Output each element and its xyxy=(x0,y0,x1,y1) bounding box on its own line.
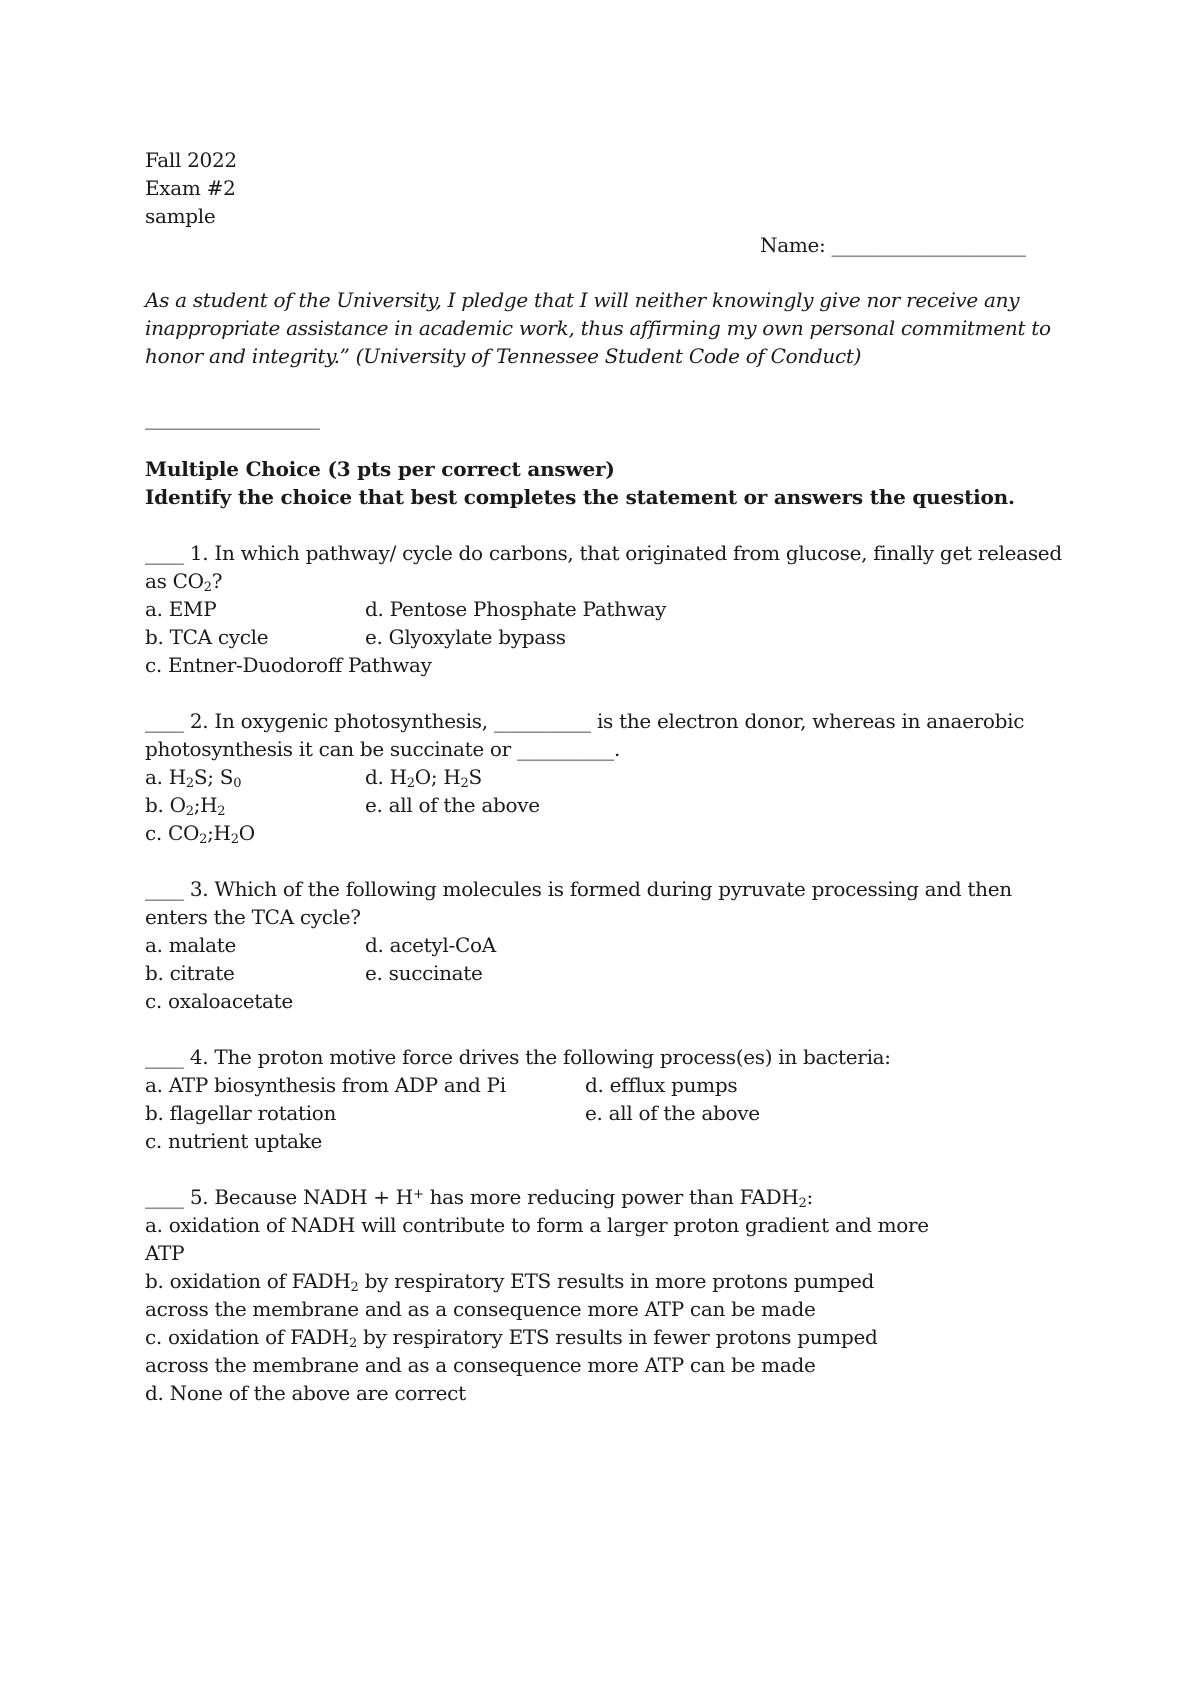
question-5-stem: ____ 5. Because NADH + H+ has more reducing power than $FADH_2$: xyxy=(145,1185,813,1211)
q5-option-b-line-2: across the membrane and as a consequence more ATP can be made xyxy=(145,1297,816,1321)
name-label: Name: xyxy=(760,233,826,257)
q5-option-d: d. None of the above are correct xyxy=(145,1381,466,1405)
q3-option-b: b. citrate xyxy=(145,961,235,985)
exam-label: sample xyxy=(145,204,216,228)
answer-blank-5[interactable]: ____ xyxy=(145,1185,184,1209)
answer-blank-2[interactable]: ____ xyxy=(145,709,184,733)
q2-option-b: b. $O_2;H_2$ xyxy=(145,793,226,819)
q1-option-e: e. Glyoxylate bypass xyxy=(365,625,566,649)
question-1-stem-cont: as $CO_2$? xyxy=(145,569,223,595)
name-blank: ____________________ xyxy=(831,233,1026,257)
q4-option-b: b. flagellar rotation xyxy=(145,1101,337,1125)
question-2-stem-cont: photosynthesis it can be succinate or __________. xyxy=(145,737,621,761)
q2-fill-blank-1: __________ xyxy=(493,709,591,733)
question-4-stem: ____ 4. The proton motive force drives the following process(es) in bacteria: xyxy=(145,1045,891,1069)
q3-option-c: c. oxaloacetate xyxy=(145,989,293,1013)
question-3-stem-cont: enters the TCA cycle? xyxy=(145,905,361,929)
signature-blank[interactable]: __________________ xyxy=(145,406,320,430)
pledge-line-3: honor and integrity.” (University of Tennessee Student Code of Conduct) xyxy=(145,344,862,368)
q2-option-d: d. $H_2O$; $H_2S$ xyxy=(365,765,482,791)
section-instruction: Identify the choice that best completes the statement or answers the question. xyxy=(145,485,1015,509)
q2-option-a: a. $H_2S$; $S_0$ xyxy=(145,765,242,791)
q4-option-e: e. all of the above xyxy=(585,1101,760,1125)
name-field[interactable] xyxy=(760,231,1026,259)
q1-option-c: c. Entner-Duodoroff Pathway xyxy=(145,653,432,677)
question-2-stem: ____ 2. In oxygenic photosynthesis, __________ is the electron donor, whereas in anaerobic xyxy=(145,709,1025,733)
q1-option-b: b. TCA cycle xyxy=(145,625,269,649)
section-heading: Multiple Choice (3 pts per correct answer) xyxy=(145,457,615,481)
q2-option-c: c. $CO_2;H_2O$ xyxy=(145,821,255,847)
q4-option-d: d. efflux pumps xyxy=(585,1073,738,1097)
q1-option-d: d. Pentose Phosphate Pathway xyxy=(365,597,667,621)
q5-option-a-line-2: ATP xyxy=(145,1241,185,1265)
q3-option-d: d. acetyl-CoA xyxy=(365,933,496,957)
q5-option-c-line-1: c. oxidation of $FADH_2$ by respiratory ETS results in fewer protons pumped xyxy=(145,1325,878,1351)
question-3-stem: ____ 3. Which of the following molecules is formed during pyruvate processing and then xyxy=(145,877,1012,901)
question-1-stem: ____ 1. In which pathway/ cycle do carbons, that originated from glucose, finally get released xyxy=(145,541,1062,565)
pledge-line-2: inappropriate assistance in academic work, thus affirming my own personal commitment to xyxy=(145,316,1051,340)
answer-blank-1[interactable]: ____ xyxy=(145,541,184,565)
answer-blank-3[interactable]: ____ xyxy=(145,877,184,901)
q5-option-c-line-2: across the membrane and as a consequence more ATP can be made xyxy=(145,1353,816,1377)
q3-option-a: a. malate xyxy=(145,933,237,957)
q5-option-b-line-1: b. oxidation of $FADH_2$ by respiratory ETS results in more protons pumped xyxy=(145,1269,875,1295)
exam-term: Fall 2022 xyxy=(145,148,237,172)
q4-option-a: a. ATP biosynthesis from ADP and Pi xyxy=(145,1073,506,1097)
q2-fill-blank-2: __________ xyxy=(516,737,614,761)
q2-option-e: e. all of the above xyxy=(365,793,540,817)
q4-option-c: c. nutrient uptake xyxy=(145,1129,322,1153)
answer-blank-4[interactable]: ____ xyxy=(145,1045,184,1069)
q5-option-a-line-1: a. oxidation of NADH will contribute to form a larger proton gradient and more xyxy=(145,1213,929,1237)
q3-option-e: e. succinate xyxy=(365,961,483,985)
q1-option-a: a. EMP xyxy=(145,597,217,621)
pledge-line-1: As a student of the University, I pledge that I will neither knowingly give nor receive any xyxy=(145,288,1020,312)
exam-number: Exam #2 xyxy=(145,176,236,200)
